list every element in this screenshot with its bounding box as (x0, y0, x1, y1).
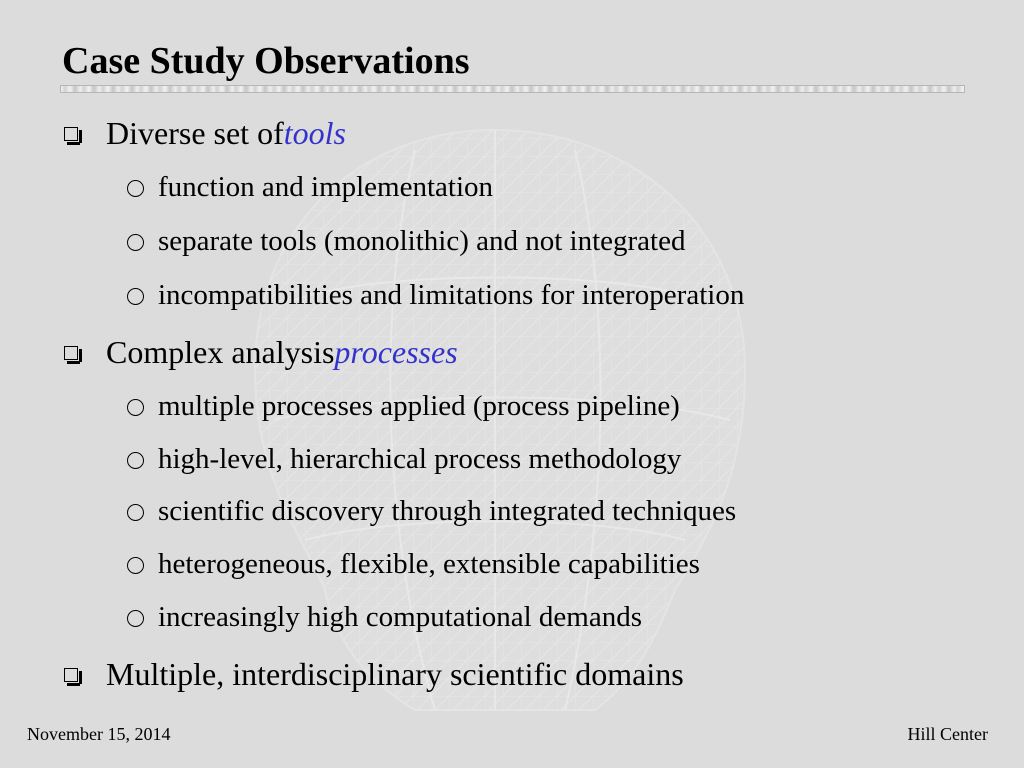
sub-bullet-text: heterogeneous, flexible, extensible capabilities (158, 547, 700, 580)
circle-bullet-icon (127, 180, 144, 197)
sub-bullet-text: incompatibilities and limitations for interoperation (158, 278, 745, 311)
sub-bullet-item (127, 546, 700, 582)
slide-title: Case Study Observations (62, 40, 470, 82)
circle-bullet-icon (127, 557, 144, 574)
circle-bullet-icon (127, 504, 144, 521)
bullet-text: Multiple, interdisciplinary scientific domains (106, 655, 684, 692)
square-box-bullet-icon (64, 346, 78, 360)
footer-date: November 15, 2014 (27, 724, 171, 744)
sub-bullet-text: scientific discovery through integrated techniques (158, 494, 737, 527)
sub-bullet-text: separate tools (monolithic) and not integrated (158, 224, 686, 257)
bullet-item (64, 113, 346, 153)
bullet-item (64, 332, 458, 372)
square-box-bullet-icon (64, 127, 78, 141)
bullet-text: Complex analysis (106, 333, 335, 370)
sub-bullet-item (127, 223, 685, 259)
circle-bullet-icon (127, 399, 144, 416)
sub-bullet-item (127, 441, 681, 477)
bullet-emphasis: tools (283, 114, 346, 151)
sub-bullet-item (127, 169, 493, 205)
circle-bullet-icon (127, 452, 144, 469)
sub-bullet-item (127, 599, 642, 635)
sub-bullet-text: function and implementation (158, 170, 494, 203)
circle-bullet-icon (127, 234, 144, 251)
bullet-item (64, 654, 684, 694)
bullet-emphasis: processes (334, 333, 458, 370)
footer-organization: Hill Center (907, 724, 988, 744)
sub-bullet-item (127, 493, 736, 529)
circle-bullet-icon (127, 610, 144, 627)
sub-bullet-text: multiple processes applied (process pipeline) (158, 389, 680, 422)
sub-bullet-text: high-level, hierarchical process methodology (158, 442, 682, 475)
sub-bullet-item (127, 388, 680, 424)
sub-bullet-item (127, 277, 744, 313)
sub-bullet-text: increasingly high computational demands (158, 600, 643, 633)
title-divider (60, 85, 965, 93)
bullet-text: Diverse set of (106, 114, 284, 151)
square-box-bullet-icon (64, 668, 78, 682)
circle-bullet-icon (127, 288, 144, 305)
